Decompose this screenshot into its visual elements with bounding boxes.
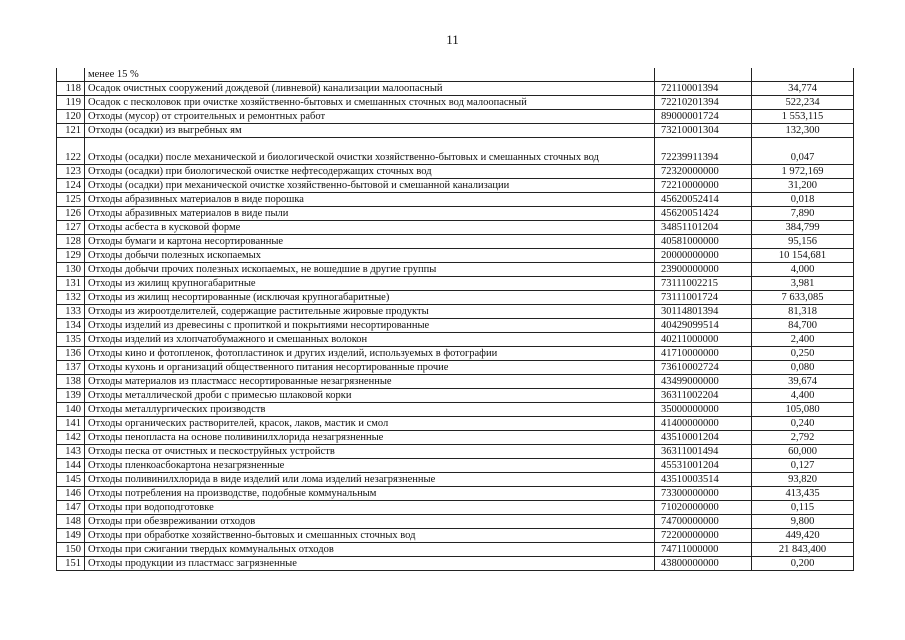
row-number: 136: [57, 347, 85, 361]
table-row: [57, 431, 854, 445]
row-value: 0,127: [752, 459, 854, 473]
row-code: 72210201394: [655, 96, 752, 110]
table-row: [57, 319, 854, 333]
row-value: 39,674: [752, 375, 854, 389]
row-code: 74711000000: [655, 543, 752, 557]
table-row: [57, 124, 854, 138]
row-value: 84,700: [752, 319, 854, 333]
row-name: Отходы из жилищ несортированные (исключая крупногабаритные): [85, 291, 655, 305]
table-row: [57, 501, 854, 515]
row-code: 20000000000: [655, 249, 752, 263]
row-value: 9,800: [752, 515, 854, 529]
row-code: 41400000000: [655, 417, 752, 431]
row-code: 34851101204: [655, 221, 752, 235]
row-number: 118: [57, 82, 85, 96]
row-value: 2,792: [752, 431, 854, 445]
row-number: [57, 68, 85, 82]
row-value: 34,774: [752, 82, 854, 96]
row-code: 73300000000: [655, 487, 752, 501]
row-value: 0,250: [752, 347, 854, 361]
row-name: Отходы абразивных материалов в виде порошка: [85, 193, 655, 207]
table-row: [57, 333, 854, 347]
waste-table-container: [56, 68, 854, 571]
table-row: [57, 263, 854, 277]
row-code: 40429099514: [655, 319, 752, 333]
row-value: 60,000: [752, 445, 854, 459]
row-value: 31,200: [752, 179, 854, 193]
row-value: 0,080: [752, 361, 854, 375]
table-row: [57, 207, 854, 221]
row-code: 72200000000: [655, 529, 752, 543]
row-code: 73111002215: [655, 277, 752, 291]
row-name: Отходы песка от очистных и пескоструйных устройств: [85, 445, 655, 459]
table-row: [57, 403, 854, 417]
row-code: 43800000000: [655, 557, 752, 571]
row-number: 145: [57, 473, 85, 487]
row-number: 138: [57, 375, 85, 389]
row-code: 36311001494: [655, 445, 752, 459]
row-number: 121: [57, 124, 85, 138]
row-value: 7 633,085: [752, 291, 854, 305]
row-number: 146: [57, 487, 85, 501]
row-code: 35000000000: [655, 403, 752, 417]
row-name: Отходы кухонь и организаций общественного питания несортированные прочие: [85, 361, 655, 375]
row-name: Отходы потребления на производстве, подобные коммунальным: [85, 487, 655, 501]
row-name: Отходы при сжигании твердых коммунальных отходов: [85, 543, 655, 557]
table-row: [57, 235, 854, 249]
row-number: 147: [57, 501, 85, 515]
table-row: [57, 138, 854, 165]
row-code: 74700000000: [655, 515, 752, 529]
row-value: 1 553,115: [752, 110, 854, 124]
table-row: [57, 459, 854, 473]
table-row: [57, 110, 854, 124]
row-number: 123: [57, 165, 85, 179]
table-row: [57, 543, 854, 557]
row-value: 449,420: [752, 529, 854, 543]
row-code: 43510003514: [655, 473, 752, 487]
table-row: [57, 557, 854, 571]
row-name: Отходы при обработке хозяйственно-бытовых и смешанных сточных вод: [85, 529, 655, 543]
row-value: 2,400: [752, 333, 854, 347]
row-value: 93,820: [752, 473, 854, 487]
row-value: 7,890: [752, 207, 854, 221]
row-name: Отходы добычи прочих полезных ископаемых, не вошедшие в другие группы: [85, 263, 655, 277]
row-value: [752, 68, 854, 82]
table-row: [57, 305, 854, 319]
row-number: 131: [57, 277, 85, 291]
row-code: 41710000000: [655, 347, 752, 361]
row-code: 45531001204: [655, 459, 752, 473]
row-number: 149: [57, 529, 85, 543]
row-number: 148: [57, 515, 85, 529]
row-number: 128: [57, 235, 85, 249]
row-number: 130: [57, 263, 85, 277]
table-row: [57, 473, 854, 487]
row-name: Отходы металлической дроби с примесью шлаковой корки: [85, 389, 655, 403]
table-row: [57, 179, 854, 193]
row-number: 122: [57, 138, 85, 165]
row-value: 413,435: [752, 487, 854, 501]
row-value: 81,318: [752, 305, 854, 319]
row-number: 119: [57, 96, 85, 110]
row-code: 36311002204: [655, 389, 752, 403]
row-number: 135: [57, 333, 85, 347]
table-row: [57, 347, 854, 361]
row-code: 72239911394: [655, 138, 752, 165]
row-value: 3,981: [752, 277, 854, 291]
row-number: 132: [57, 291, 85, 305]
row-name: Отходы (осадки) из выгребных ям: [85, 124, 655, 138]
row-code: 72210000000: [655, 179, 752, 193]
row-code: 72320000000: [655, 165, 752, 179]
row-code: 43499000000: [655, 375, 752, 389]
row-number: 126: [57, 207, 85, 221]
row-name: Отходы (осадки) при механической очистке хозяйственно-бытовой и смешанной канализации: [85, 179, 655, 193]
row-name: Отходы (мусор) от строительных и ремонтных работ: [85, 110, 655, 124]
waste-table-body: [57, 68, 854, 571]
table-row: [57, 291, 854, 305]
row-number: 125: [57, 193, 85, 207]
table-row: [57, 417, 854, 431]
table-row: [57, 529, 854, 543]
table-row: [57, 445, 854, 459]
row-name: Отходы (осадки) после механической и биологической очистки хозяйственно-бытовых и смешанных сточных вод: [85, 138, 655, 165]
table-row: [57, 487, 854, 501]
row-number: 127: [57, 221, 85, 235]
row-value: 522,234: [752, 96, 854, 110]
row-name: Отходы (осадки) при биологической очистке нефтесодержащих сточных вод: [85, 165, 655, 179]
row-code: 89000001724: [655, 110, 752, 124]
row-name: Отходы изделий из хлопчатобумажного и смешанных волокон: [85, 333, 655, 347]
row-name: Отходы органических растворителей, красок, лаков, мастик и смол: [85, 417, 655, 431]
row-value: 10 154,681: [752, 249, 854, 263]
row-number: 143: [57, 445, 85, 459]
table-row: [57, 389, 854, 403]
row-name: Отходы при обезвреживании отходов: [85, 515, 655, 529]
row-name: Отходы поливинилхлорида в виде изделий или лома изделий незагрязненные: [85, 473, 655, 487]
row-code: 73111001724: [655, 291, 752, 305]
row-number: 120: [57, 110, 85, 124]
row-code: 45620052414: [655, 193, 752, 207]
row-name: Отходы изделий из древесины с пропиткой и покрытиями несортированные: [85, 319, 655, 333]
row-name: Отходы пленкоасбокартона незагрязненные: [85, 459, 655, 473]
row-value: 4,400: [752, 389, 854, 403]
table-row: [57, 249, 854, 263]
table-row: [57, 277, 854, 291]
row-value: 4,000: [752, 263, 854, 277]
row-code: 73210001304: [655, 124, 752, 138]
row-number: 150: [57, 543, 85, 557]
row-code: 40211000000: [655, 333, 752, 347]
row-value: 0,115: [752, 501, 854, 515]
row-name: менее 15 %: [85, 68, 655, 82]
row-name: Осадок с песколовок при очистке хозяйственно-бытовых и смешанных сточных вод малоопасный: [85, 96, 655, 110]
row-name: Отходы продукции из пластмасс загрязненные: [85, 557, 655, 571]
row-number: 124: [57, 179, 85, 193]
table-row: [57, 375, 854, 389]
row-code: 71020000000: [655, 501, 752, 515]
table-row: [57, 361, 854, 375]
row-code: 30114801394: [655, 305, 752, 319]
row-code: [655, 68, 752, 82]
row-number: 134: [57, 319, 85, 333]
table-row: [57, 515, 854, 529]
row-value: 21 843,400: [752, 543, 854, 557]
row-number: 129: [57, 249, 85, 263]
row-number: 141: [57, 417, 85, 431]
row-value: 384,799: [752, 221, 854, 235]
row-number: 151: [57, 557, 85, 571]
row-value: 0,200: [752, 557, 854, 571]
table-row: [57, 193, 854, 207]
row-name: Отходы абразивных материалов в виде пыли: [85, 207, 655, 221]
row-value: 105,080: [752, 403, 854, 417]
row-code: 23900000000: [655, 263, 752, 277]
row-name: Отходы асбеста в кусковой форме: [85, 221, 655, 235]
row-number: 139: [57, 389, 85, 403]
row-value: 0,240: [752, 417, 854, 431]
row-name: Отходы пенопласта на основе поливинилхлорида незагрязненные: [85, 431, 655, 445]
row-name: Отходы при водоподготовке: [85, 501, 655, 515]
row-value: 95,156: [752, 235, 854, 249]
row-name: Отходы кино и фотопленок, фотопластинок и других изделий, используемых в фотографии: [85, 347, 655, 361]
row-value: 0,047: [752, 138, 854, 165]
waste-table: [56, 68, 854, 571]
row-number: 140: [57, 403, 85, 417]
row-code: 73610002724: [655, 361, 752, 375]
row-number: 133: [57, 305, 85, 319]
row-code: 72110001394: [655, 82, 752, 96]
row-name: Отходы материалов из пластмасс несортированные незагрязненные: [85, 375, 655, 389]
row-name: Отходы металлургических производств: [85, 403, 655, 417]
table-row: [57, 221, 854, 235]
page-number: 11: [446, 32, 459, 47]
row-code: 40581000000: [655, 235, 752, 249]
row-number: 142: [57, 431, 85, 445]
row-name: Отходы добычи полезных ископаемых: [85, 249, 655, 263]
table-row: [57, 165, 854, 179]
table-row: [57, 82, 854, 96]
table-row: [57, 96, 854, 110]
row-number: 144: [57, 459, 85, 473]
row-name: Отходы бумаги и картона несортированные: [85, 235, 655, 249]
row-code: 43510001204: [655, 431, 752, 445]
row-value: 0,018: [752, 193, 854, 207]
row-number: 137: [57, 361, 85, 375]
row-code: 45620051424: [655, 207, 752, 221]
row-name: Отходы из жилищ крупногабаритные: [85, 277, 655, 291]
row-value: 1 972,169: [752, 165, 854, 179]
row-value: 132,300: [752, 124, 854, 138]
row-name: Отходы из жироотделителей, содержащие растительные жировые продукты: [85, 305, 655, 319]
continuation-row: [57, 68, 854, 82]
row-name: Осадок очистных сооружений дождевой (ливневой) канализации малоопасный: [85, 82, 655, 96]
